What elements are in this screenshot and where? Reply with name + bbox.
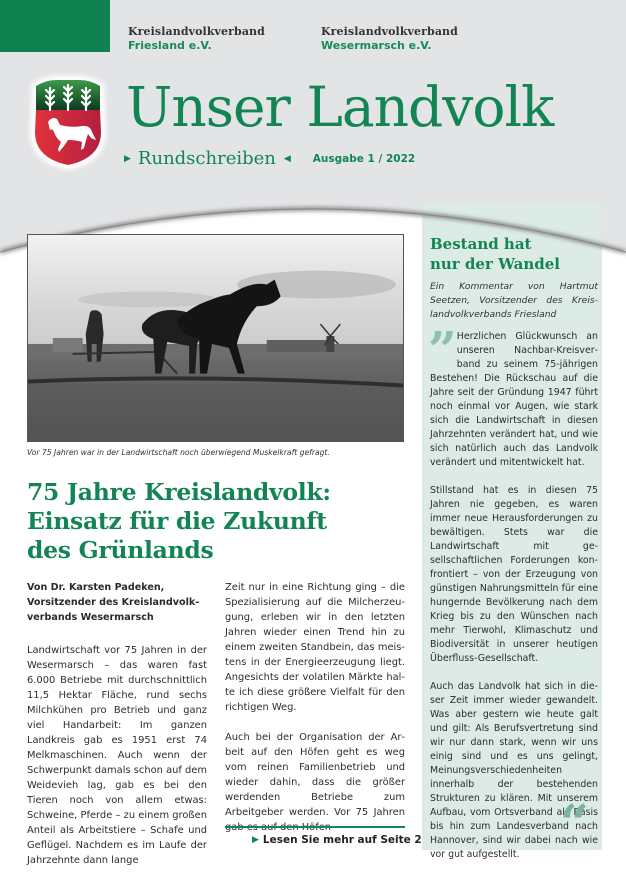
article-column-1 — [27, 643, 207, 883]
byline-line: Von Dr. Karsten Padeken, — [27, 582, 165, 593]
commentary-title-line: Bestand hat — [430, 235, 532, 253]
headline-line: 75 Jahre Kreislandvolk: — [27, 478, 331, 506]
organization-name: Kreislandvolkverband — [128, 25, 265, 38]
commentary-paragraph: Auch das Landvolk hat sich in dieser Zeit immer wieder gewandelt. Was aber gestern wie heute galt und gilt: Als Berufsvertretung sind wir nur dann stark, wenn wir uns einig sind und es uns gelingt, Meinungsverschiedenheiten innerhalb der bestehenden Strukturen zu klären. Mit unserem Aufbau, vom Ortsverband als Basis bis hin zum Landesverband nach Hannover, sind wir dabei nach wie vor gut aufgestellt. — [430, 681, 598, 860]
historic-photo-horse-plough — [27, 234, 404, 442]
article-headline — [27, 478, 331, 565]
read-more-link[interactable] — [252, 834, 422, 846]
organization-region: Wesermarsch e.V. — [321, 39, 432, 52]
read-more-label: Lesen Sie mehr auf Seite 2 — [262, 834, 422, 846]
commentary-title-line: nur der Wandel — [430, 255, 560, 273]
column-divider-line — [225, 826, 405, 828]
headline-line: Einsatz für die Zukunft — [27, 507, 327, 535]
commentary-paragraph: Stillstand hat es in diesen 75 Jahren nie gegeben, es waren immer neue Herausforderungen zu bewältigen. Stets war die Landwirtschaft mit gesellschaftlichen Forderungen konfrontiert – von der Erzeugung von günstigen Nahrungsmitteln für eine hungernde Bevölkerung nach dem Krieg bis zu den Wünschen nach mehr Tierwohl, Klimaschutz und Biodiversität in unserer heutigen Überfluss-Gesellschaft. — [430, 485, 598, 664]
headline-line: des Grünlands — [27, 536, 214, 564]
article-paragraph: Landwirtschaft vor 75 Jahren in der Wesermarsch – das waren fast 6.000 Betriebe mit durchschnittlich 11,5 Hektar Fläche, rund sechs Milchkühen pro Betrieb und ganz viel Handarbeit: Im ganzen Landkreis gab es 1951 erst 74 Melkmaschinen. Auch wenn der Schwerpunkt damals schon auf dem Weidevieh lag, gab es bei den Tieren noch von allem etwas: Schweine, Pferde – zu einem großen Anteil als Arbeitstiere – Schafe und Geflügel. Nachdem es im Laufe der Jahrzehnte dann lange — [27, 645, 207, 866]
photo-caption: Vor 75 Jahren war in der Landwirtschaft noch überwiegend Muskelkraft gefragt. — [27, 448, 330, 457]
byline-line: Vorsitzender des Kreislandvolk- — [27, 597, 200, 608]
issue-number: Ausgabe 1 / 2022 — [312, 152, 416, 165]
article-column-2 — [225, 580, 405, 850]
opening-quote-icon: ” — [428, 320, 451, 379]
publication-type: Rundschreiben — [137, 148, 276, 169]
commentary-intro: Ein Kommentar von Hartmut Seetzen, Vorsitzender des Kreislandvolkverbands Friesland — [430, 281, 598, 320]
article-paragraph: Zeit nur in eine Richtung ging – die Spezialisierung auf die Milcherzeugung, erleben wir in den letzten Jahren wieder einen Trend hin zu einem zweiten Standbein, das meistens in der Energieerzeugung liegt. Angesichts der volatilen Märkte halte ich diese größere Vielfalt für den richtigen Weg. — [225, 582, 405, 713]
masthead-subline — [124, 148, 415, 169]
organization-wesermarsch — [321, 25, 458, 53]
article-byline — [27, 580, 207, 625]
triangle-right-icon: ▶ — [252, 835, 259, 845]
organization-region: Friesland e.V. — [128, 39, 212, 52]
masthead-title: Unser Landvolk — [126, 75, 554, 139]
organization-name: Kreislandvolkverband — [321, 25, 458, 38]
article-paragraph: Auch bei der Organisation der Arbeit auf den Höfen geht es weg vom reinen Familienbetrieb und wieder dahin, dass die größer werdenden Betriebe zum Arbeitgeber werden. Vor 75 Jahren — [225, 732, 405, 818]
organization-friesland — [128, 25, 265, 53]
coat-of-arms-logo-icon — [24, 70, 112, 174]
commentary-paragraph: ” Herzlichen Glückwunsch an unseren Nachbar-Kreisverband zu seinem 75-jährigen Bestehen! Die Rückschau auf die Jahre seit der Gründung 1947 führt noch einmal vor Augen, wie stark sich die Landwirtschaft in diesen Jahrzehnten verändert hat, und wie sich natürlich auch das Landvolk verändert und mitentwickelt hat. — [428, 320, 598, 468]
commentary-title — [430, 234, 600, 274]
byline-line: verbands Wesermarsch — [27, 612, 154, 623]
triangle-right-icon: ▶ — [124, 153, 131, 164]
triangle-left-icon: ◀ — [283, 153, 291, 164]
closing-quote-icon: “ — [560, 793, 583, 852]
brand-color-block — [0, 0, 110, 52]
